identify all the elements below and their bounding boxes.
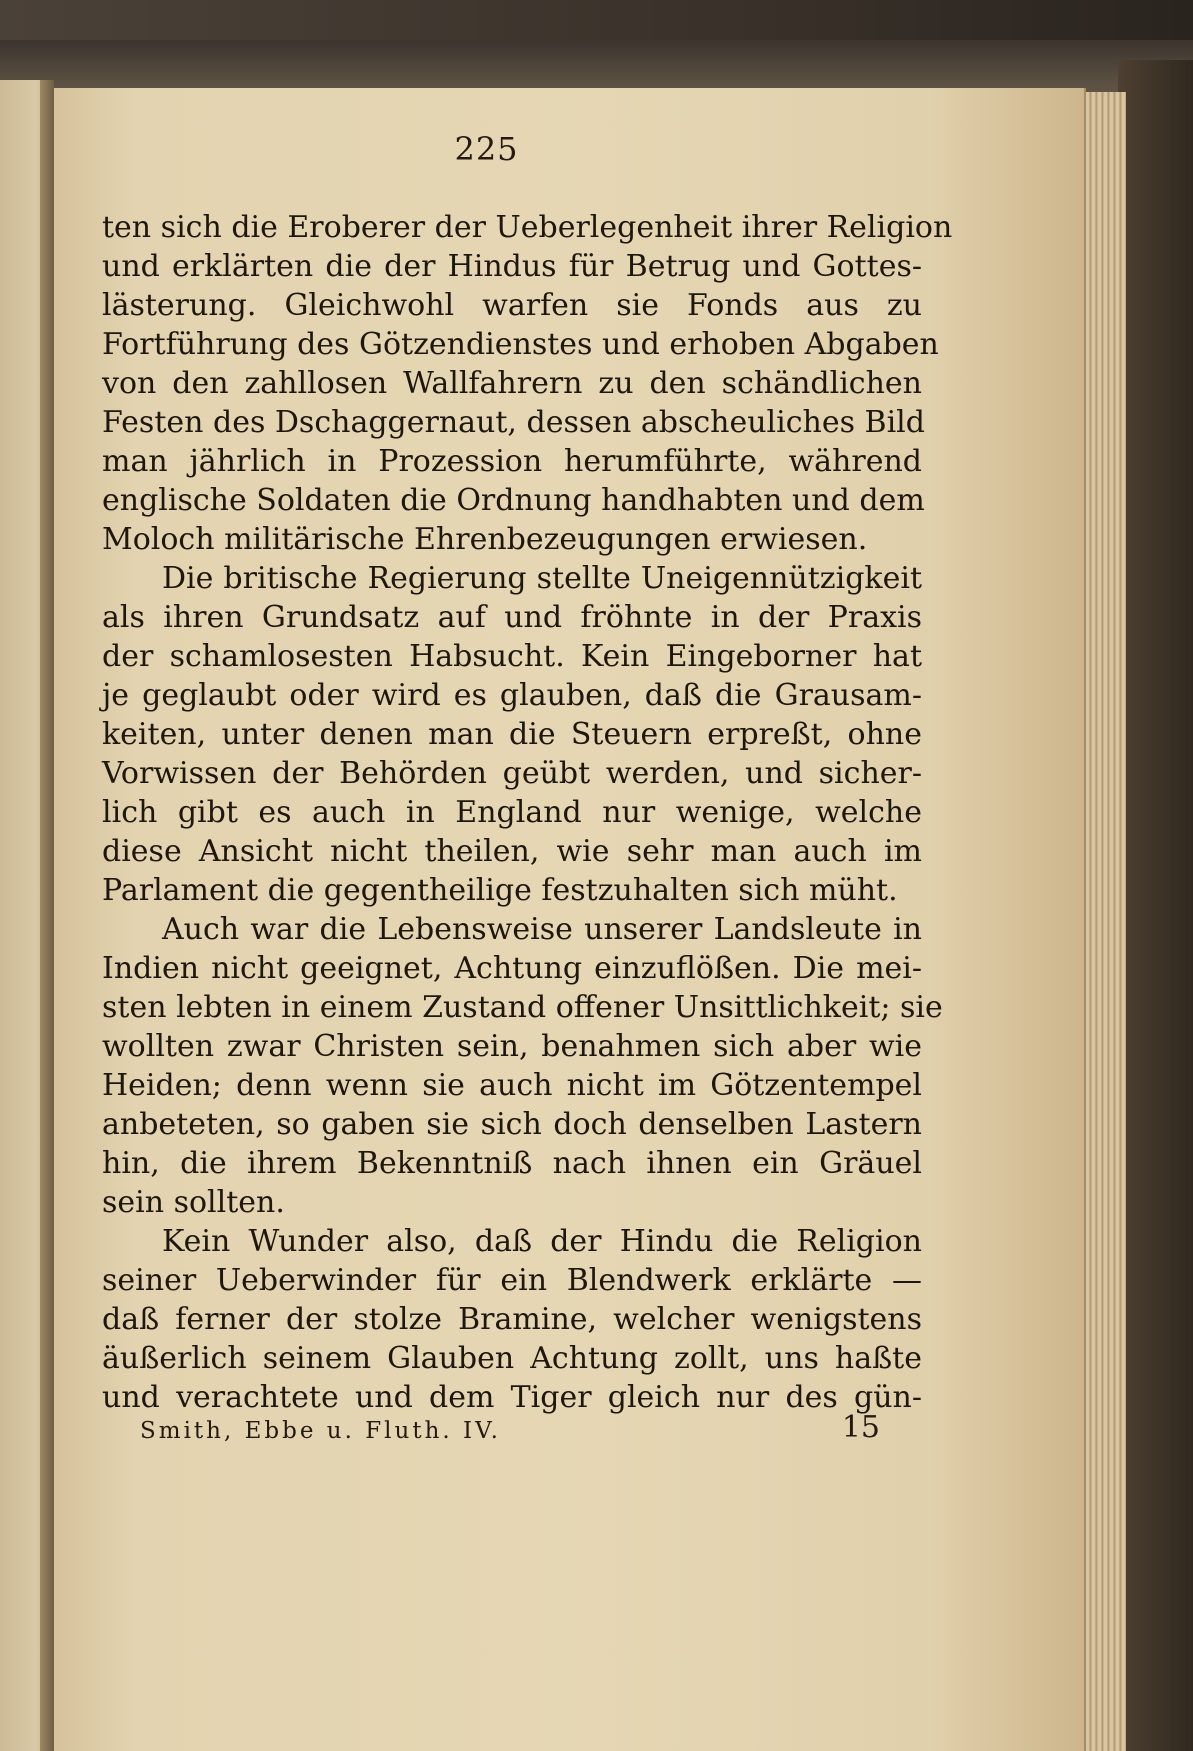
- text-line: je geglaubt oder wird es glauben, daß die Grausam-: [102, 678, 922, 713]
- text-line: lich gibt es auch in England nur wenige, welche: [102, 795, 922, 830]
- text-line: Vorwissen der Behörden geübt werden, und sicher-: [102, 756, 922, 791]
- text-line: Kein Wunder also, daß der Hindu die Religion: [162, 1224, 922, 1259]
- text-line: daß ferner der stolze Bramine, welcher wenigstens: [102, 1302, 922, 1337]
- text-line: Festen des Dschaggernaut, dessen abscheuliches Bild: [102, 405, 925, 440]
- text-line: sten lebten in einem Zustand offener Unsittlichkeit; sie: [102, 990, 943, 1025]
- text-line: Fortführung des Götzendienstes und erhoben Abgaben: [102, 327, 939, 362]
- text-line: man jährlich in Prozession herumführte, während: [102, 444, 922, 479]
- book-gutter: [40, 80, 54, 1751]
- page-footer: [140, 1410, 880, 1450]
- text-line: Parlament die gegentheilige festzuhalten sich müht.: [102, 873, 898, 908]
- text-line: und erklärten die der Hindus für Betrug und Gottes-: [102, 249, 922, 284]
- text-line: als ihren Grundsatz auf und fröhnte in der Praxis: [102, 600, 922, 635]
- text-line: der schamlosesten Habsucht. Kein Eingeborner hat: [102, 639, 922, 674]
- text-line: Heiden; denn wenn sie auch nicht im Götzentempel: [102, 1068, 922, 1103]
- text-line: diese Ansicht nicht theilen, wie sehr man auch im: [102, 834, 922, 869]
- page-body-text: [102, 208, 953, 1417]
- text-line: von den zahllosen Wallfahrern zu den schändlichen: [102, 366, 922, 401]
- text-line: Indien nicht geeignet, Achtung einzuflößen. Die mei-: [102, 951, 922, 986]
- footer-signature: Smith, Ebbe u. Fluth. IV.: [140, 1418, 501, 1444]
- footer-sheet-number: 15: [841, 1410, 880, 1445]
- text-line: Moloch militärische Ehrenbezeugungen erwiesen.: [102, 522, 868, 557]
- text-line: keiten, unter denen man die Steuern erpreßt, ohne: [102, 717, 922, 752]
- text-line: äußerlich seinem Glauben Achtung zollt, uns haßte: [102, 1341, 922, 1376]
- text-line: ten sich die Eroberer der Ueberlegenheit ihrer Religion: [102, 210, 953, 245]
- text-line: wollten zwar Christen sein, benahmen sich aber wie: [102, 1029, 922, 1064]
- book-cover-right-edge: [1118, 60, 1193, 1751]
- text-line: anbeteten, so gaben sie sich doch denselben Lastern: [102, 1107, 922, 1142]
- text-line: Auch war die Lebensweise unserer Landsleute in: [162, 912, 922, 947]
- text-line: seiner Ueberwinder für ein Blendwerk erklärte —: [102, 1263, 922, 1298]
- text-line: Die britische Regierung stellte Uneigennützigkeit: [162, 561, 922, 596]
- text-line: sein sollten.: [102, 1185, 285, 1220]
- text-line: englische Soldaten die Ordnung handhabten und dem: [102, 483, 925, 518]
- text-line: lästerung. Gleichwohl warfen sie Fonds aus zu: [102, 288, 922, 323]
- text-line: hin, die ihrem Bekenntniß nach ihnen ein Gräuel: [102, 1146, 922, 1181]
- text-line: und verachtete und dem Tiger gleich nur des gün-: [102, 1380, 922, 1415]
- page-number: 225: [454, 130, 519, 168]
